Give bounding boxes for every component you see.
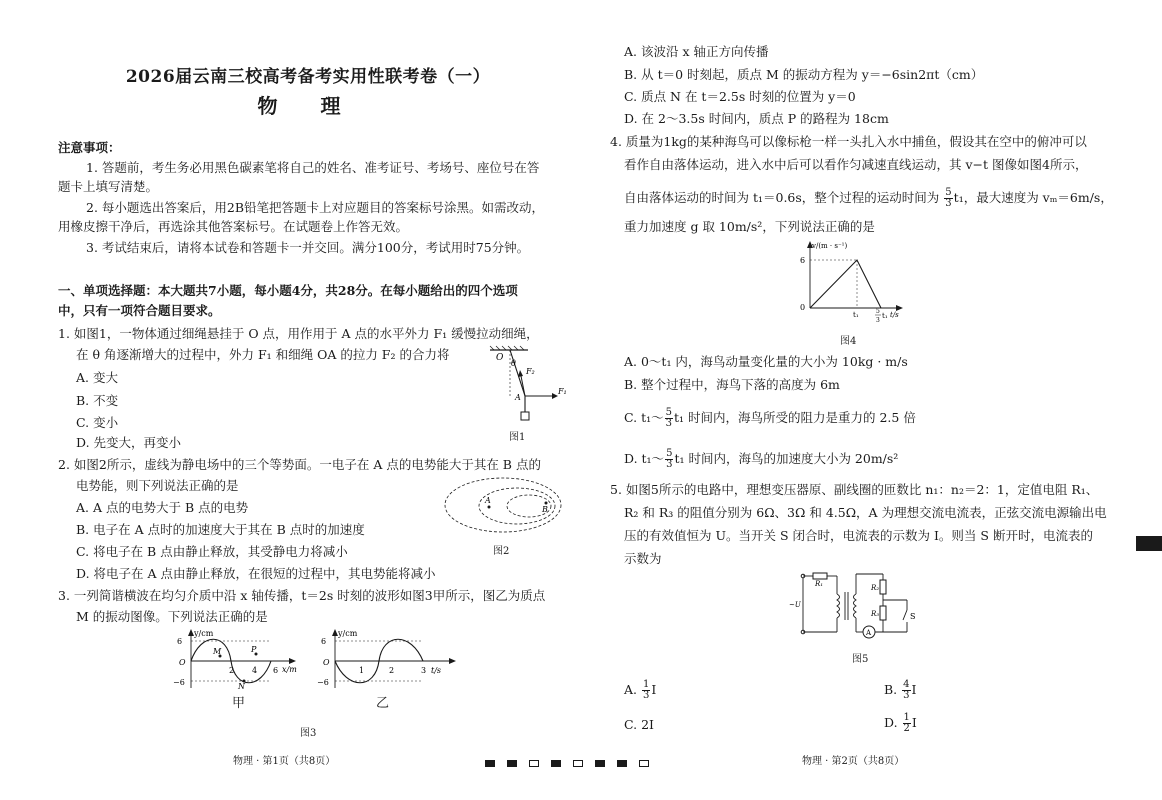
figure-2 (443, 477, 568, 537)
q2-option-a: A. A 点的电势大于 B 点的电势 (76, 500, 249, 515)
fraction-denominator: 3 (945, 198, 952, 209)
q5-option-c: C. 2I (624, 717, 654, 732)
q5-option-d (884, 713, 917, 734)
fig5-label-r2: R₂ (871, 584, 880, 592)
fraction-denominator: 3 (643, 690, 650, 701)
fraction (642, 680, 650, 701)
fig3b-name: 乙 (376, 696, 390, 711)
fig3b-ytick: 6 (321, 637, 327, 646)
q2-stem: 电势能，则下列说法正确的是 (76, 478, 239, 493)
figure-3-caption: 图3 (300, 728, 317, 739)
fig1-label-f1: F₁ (558, 387, 567, 396)
q4-option-part: D. t₁～ (624, 451, 665, 466)
fraction (902, 680, 910, 701)
figure-4-caption: 图4 (840, 336, 857, 347)
fig4-xtick: t₁ (882, 312, 888, 320)
page-marks (485, 752, 661, 771)
notice-line: 用橡皮擦干净后，再选涂其他答案标号。在试题卷上作答无效。 (58, 219, 409, 234)
fig3b-ytick: −6 (317, 678, 329, 687)
figure-3-yi (313, 628, 463, 693)
fig4-xtick: t₁ (853, 311, 859, 319)
fig3a-xtick: 2 (229, 666, 235, 675)
fig3b-xtick: 3 (421, 666, 427, 675)
fig3a-point-n: N (238, 682, 245, 691)
fraction (903, 713, 911, 734)
q5-stem: R₂ 和 R₃ 的阻值分别为 6Ω、3Ω 和 4.5Ω，A 为理想交流电流表，正弦交流电源输出电 (624, 505, 1107, 520)
q5-option-a (624, 680, 656, 701)
q4-option-b: B. 整个过程中，海鸟下落的高度为 6m (624, 377, 840, 392)
mark-filled (507, 760, 517, 767)
fraction-numerator: 1 (903, 712, 910, 723)
q1-option-d: D. 先变大，再变小 (76, 435, 182, 450)
fig3b-xtick: 1 (359, 666, 365, 675)
fig3a-point-m: M (213, 647, 222, 656)
mark-filled (551, 760, 561, 767)
q5-option-b (884, 680, 916, 701)
fig4-xtick-den: 3 (876, 317, 880, 324)
section-heading: 一、单项选择题：本大题共7小题，每小题4分，共28分。在每小题给出的四个选项 (58, 283, 518, 298)
q3-option-c: C. 质点 N 在 t＝2.5s 时刻的位置为 y＝0 (624, 89, 856, 104)
q2-stem: 2. 如图2所示，虚线为静电场中的三个等势面。一电子在 A 点的电势能大于其在 B 点的 (58, 457, 541, 472)
q5-stem: 示数为 (624, 551, 662, 566)
fig4-ylabel: v/(m · s⁻¹) (812, 242, 848, 250)
notice-line: 1. 答题前，考生务必用黑色碳素笔将自己的姓名、准考证号、考场号、座位号在答 (86, 160, 540, 175)
fig3b-origin: O (323, 658, 330, 667)
q4-option-d (624, 449, 898, 470)
fraction-denominator: 3 (666, 459, 673, 470)
fig4-origin: 0 (800, 303, 806, 312)
mark-empty (639, 760, 649, 767)
fig3a-xlabel: x/m (282, 665, 297, 674)
q3-option-d: D. 在 2～3.5s 时间内，质点 P 的路程为 18cm (624, 111, 889, 126)
fraction-denominator: 2 (903, 723, 910, 734)
fig2-label-a: A (485, 496, 491, 505)
mark-empty (573, 760, 583, 767)
option-letter: B. (884, 682, 898, 697)
q3-option-b: B. 从 t＝0 时刻起，质点 M 的振动方程为 y＝−6sin2πt（cm） (624, 67, 984, 82)
option-letter: A. (624, 682, 638, 697)
footer-right: 物理 · 第2页（共8页） (802, 756, 905, 767)
fig5-label-a: A (866, 629, 872, 637)
option-suffix: I (911, 682, 917, 697)
q2-option-d: D. 将电子在 A 点由静止释放，在很短的过程中，其电势能将减小 (76, 566, 436, 581)
fraction (665, 449, 673, 470)
fig3a-xtick: 6 (273, 666, 279, 675)
fig3a-ytick: −6 (173, 678, 185, 687)
fig1-label-a: A (515, 393, 521, 402)
q5-stem: 压的有效值恒为 U。当开关 S 闭合时，电流表的示数为 I。则当 S 断开时，电流表的 (624, 528, 1093, 543)
fig4-xlabel: t/s (890, 311, 899, 319)
q1-stem: 1. 如图1，一物体通过细绳悬挂于 O 点，用作用于 A 点的水平外力 F₁ 缓慢拉动细绳， (58, 326, 539, 341)
notice-line: 3. 考试结束后，请将本试卷和答题卡一并交回。满分100分，考试用时75分钟。 (86, 240, 530, 255)
footer-left: 物理 · 第1页（共8页） (233, 756, 336, 767)
figure-2-caption: 图2 (493, 546, 510, 557)
q4-option-part: t₁ 时间内，海鸟所受的阻力是重力的 2.5 倍 (673, 410, 916, 425)
fraction-numerator: 5 (665, 407, 672, 418)
q2-option-b: B. 电子在 A 点时的加速度大于其在 B 点时的加速度 (76, 522, 365, 537)
figure-4 (790, 240, 910, 325)
fig5-label-u: ~U (789, 601, 801, 609)
q5-stem: 5. 如图5所示的电路中，理想变压器原、副线圈的匝数比 n₁：n₂＝2：1，定值电阻 R₁、 (610, 482, 1099, 497)
q3-stem: M 的振动图像。下列说法正确的是 (76, 609, 268, 624)
figure-1 (488, 346, 568, 426)
mark-filled (617, 760, 627, 767)
fig3b-xtick: 2 (389, 666, 395, 675)
q4-option-c (624, 408, 916, 429)
q4-option-part: C. t₁～ (624, 410, 664, 425)
fig3a-ytick: 6 (177, 637, 183, 646)
fig1-label-o: O (496, 353, 504, 363)
fig3b-xlabel: t/s (431, 666, 442, 675)
fig3b-ylabel: y/cm (338, 629, 358, 638)
mark-filled (595, 760, 605, 767)
figure-3-jia (173, 628, 303, 693)
q1-option-a: A. 变大 (76, 370, 118, 385)
fraction-numerator: 5 (666, 448, 673, 459)
fig3a-origin: O (179, 658, 186, 667)
q4-option-part: t₁ 时间内，海鸟的加速度大小为 20m/s² (674, 451, 899, 466)
figure-5 (789, 570, 916, 645)
fraction (665, 408, 673, 429)
q1-stem: 在 θ 角逐渐增大的过程中，外力 F₁ 和细绳 OA 的拉力 F₂ 的合力将 (76, 347, 450, 362)
figure-5-caption: 图5 (852, 654, 869, 665)
q4-stem: 4. 质量为1kg的某种海鸟可以像标枪一样一头扎入水中捕鱼，假设其在空中的俯冲可以 (610, 134, 1087, 149)
q4-stem-part: t₁，最大速度为 vₘ＝6m/s， (953, 190, 1113, 205)
mark-filled (485, 760, 495, 767)
fig5-label-r1: R₁ (815, 580, 824, 588)
fig5-label-s: S (910, 612, 916, 621)
figure-1-caption: 图1 (509, 432, 526, 443)
fig3a-xtick: 4 (252, 666, 258, 675)
mark-empty (529, 760, 539, 767)
fig1-label-f2: F₂ (526, 367, 535, 376)
fig3a-ylabel: y/cm (194, 629, 214, 638)
fig1-label-theta: θ (511, 359, 516, 368)
option-suffix: I (911, 715, 917, 730)
fraction (944, 188, 952, 209)
option-suffix: I (651, 682, 657, 697)
q3-stem: 3. 一列简谐横波在均匀介质中沿 x 轴传播，t＝2s 时刻的波形如图3甲所示，图乙为质点 (58, 588, 546, 603)
q3-option-a: A. 该波沿 x 轴正方向传播 (624, 44, 769, 59)
notice-line: 2. 每小题选出答案后，用2B铅笔把答题卡上对应题目的答案标号涂黑。如需改动， (86, 200, 545, 215)
q4-stem: 重力加速度 g 取 10m/s²，下列说法正确的是 (624, 219, 875, 234)
edge-tab (1136, 536, 1162, 551)
fraction-numerator: 4 (903, 679, 910, 690)
q1-option-c: C. 变小 (76, 415, 119, 430)
fig2-label-b: B (542, 505, 548, 514)
q2-option-c: C. 将电子在 B 点由静止释放，其受静电力将减小 (76, 544, 348, 559)
q1-option-b: B. 不变 (76, 393, 119, 408)
q4-stem (624, 188, 1113, 209)
q4-stem: 看作自由落体运动，进入水中后可以看作匀减速直线运动，其 v−t 图像如图4所示， (624, 157, 1088, 172)
fraction-numerator: 1 (643, 679, 650, 690)
fraction-numerator: 5 (945, 187, 952, 198)
q4-stem-part: 自由落体运动的时间为 t₁＝0.6s，整个过程的运动时间为 (624, 190, 940, 205)
q4-option-a: A. 0～t₁ 内，海鸟动量变化量的大小为 10kg · m/s (624, 354, 908, 369)
notice-line: 题卡上填写清楚。 (58, 179, 159, 194)
section-heading: 中，只有一项符合题目要求。 (58, 303, 221, 318)
exam-title: 2026届云南三校高考备考实用性联考卷（一） (125, 67, 491, 87)
fig3a-name: 甲 (232, 696, 246, 711)
fig4-xtick-num: 5 (876, 308, 880, 315)
subject-title: 物 理 (257, 94, 359, 118)
fig3a-point-p: P (251, 645, 257, 654)
fig4-ytick: 6 (800, 256, 806, 265)
fraction-denominator: 3 (665, 418, 672, 429)
option-letter: D. (884, 715, 898, 730)
notice-heading: 注意事项： (58, 140, 121, 155)
fraction-denominator: 3 (903, 690, 910, 701)
fig5-label-r3: R₃ (871, 610, 880, 618)
